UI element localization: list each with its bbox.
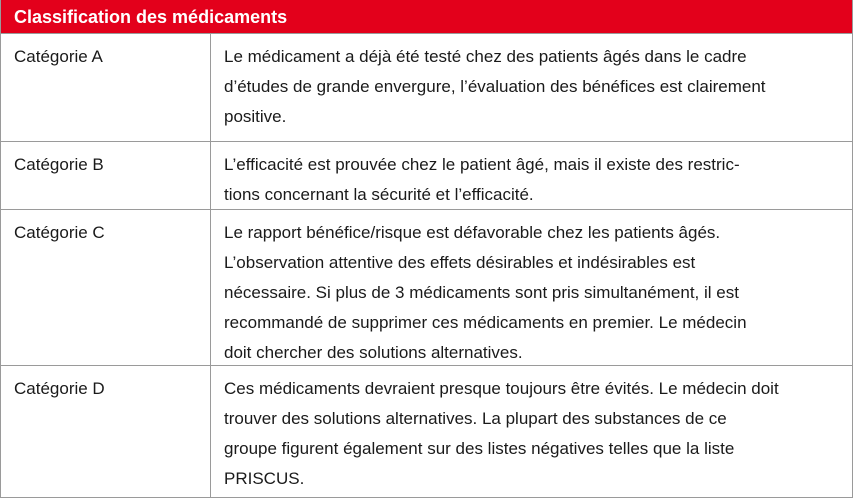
description-line: nécessaire. Si plus de 3 médicaments sont pris simultanément, il est <box>224 283 739 302</box>
table-row-category-b <box>1 142 852 210</box>
description-line: recommandé de supprimer ces médicaments en premier. Le médecin <box>224 313 747 332</box>
category-description <box>211 366 852 497</box>
table-row-category-a <box>1 34 852 142</box>
category-label: Catégorie C <box>1 210 211 365</box>
category-label: Catégorie A <box>1 34 211 141</box>
description-line: PRISCUS. <box>224 469 305 488</box>
category-description <box>211 142 852 209</box>
table-row-category-d <box>1 366 852 497</box>
category-description <box>211 210 852 365</box>
category-label: Catégorie D <box>1 366 211 497</box>
category-label: Catégorie B <box>1 142 211 209</box>
description-line: L’observation attentive des effets désirables et indésirables est <box>224 253 696 272</box>
description-line: d’études de grande envergure, l’évaluation des bénéfices est clairement <box>224 77 766 96</box>
description-line: Ces médicaments devraient presque toujours être évités. Le médecin doit <box>224 379 779 398</box>
description-line: doit chercher des solutions alternatives. <box>224 343 523 362</box>
description-line: tions concernant la sécurité et l’efficacité. <box>224 185 534 204</box>
description-line: positive. <box>224 107 287 126</box>
description-line: Le rapport bénéfice/risque est défavorable chez les patients âgés. <box>224 223 721 242</box>
description-line: trouver des solutions alternatives. La plupart des substances de ce <box>224 409 727 428</box>
description-line: groupe figurent également sur des listes négatives telles que la liste <box>224 439 735 458</box>
table-row-category-c <box>1 210 852 366</box>
category-description <box>211 34 852 141</box>
table-title: Classification des médicaments <box>1 0 852 34</box>
description-line: L’efficacité est prouvée chez le patient âgé, mais il existe des restric- <box>224 155 740 174</box>
description-line: Le médicament a déjà été testé chez des patients âgés dans le cadre <box>224 47 747 66</box>
